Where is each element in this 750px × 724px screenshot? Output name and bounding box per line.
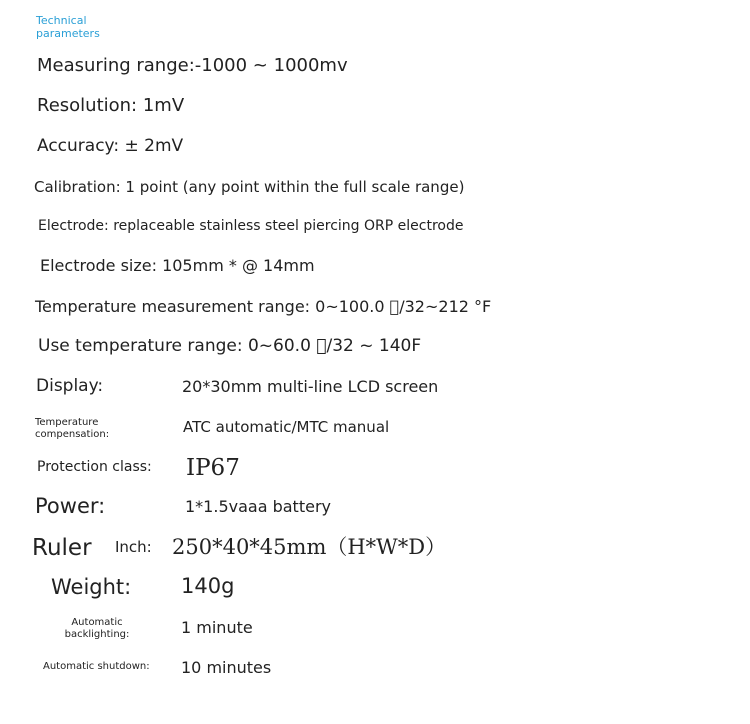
power-label: Power: [35,494,106,518]
power-value: 1*1.5vaaa battery [185,497,331,516]
display-value: 20*30mm multi-line LCD screen [182,377,439,396]
spec-electrode-size: Electrode size: 105mm * @ 14mm [40,256,315,275]
section-title: Technical parameters [36,14,100,40]
ruler-label: Ruler [32,535,92,561]
spec-temp-measurement-range: Temperature measurement range: 0~100.0  /32~212 °F [35,297,492,316]
ruler-value: 250*40*45mm（H*W*D） [172,535,447,559]
backlight-value: 1 minute [181,618,253,637]
spec-use-temp-range: Use temperature range: 0~60.0  /32 ~ 140F [38,336,422,356]
weight-label: Weight: [51,575,132,599]
protection-label: Protection class: [37,459,152,475]
spec-electrode: Electrode: replaceable stainless steel piercing ORP electrode [38,218,464,234]
weight-value: 140g [181,574,235,598]
spec-calibration: Calibration: 1 point (any point within the full scale range) [34,178,465,196]
shutdown-value: 10 minutes [181,658,272,677]
spec-resolution: Resolution: 1mV [37,95,185,116]
temp-comp-label: Temperature compensation: [35,417,110,440]
spec-accuracy: Accuracy: ± 2mV [37,136,184,156]
display-label: Display: [36,376,104,396]
backlight-label: Automatic backlighting: [64,617,130,640]
spec-measuring-range: Measuring range:-1000 ~ 1000mv [37,55,348,76]
temp-comp-value: ATC automatic/MTC manual [183,418,390,436]
inch-label: Inch: [115,538,152,556]
protection-value: IP67 [186,455,240,481]
shutdown-label: Automatic shutdown: [43,661,150,672]
